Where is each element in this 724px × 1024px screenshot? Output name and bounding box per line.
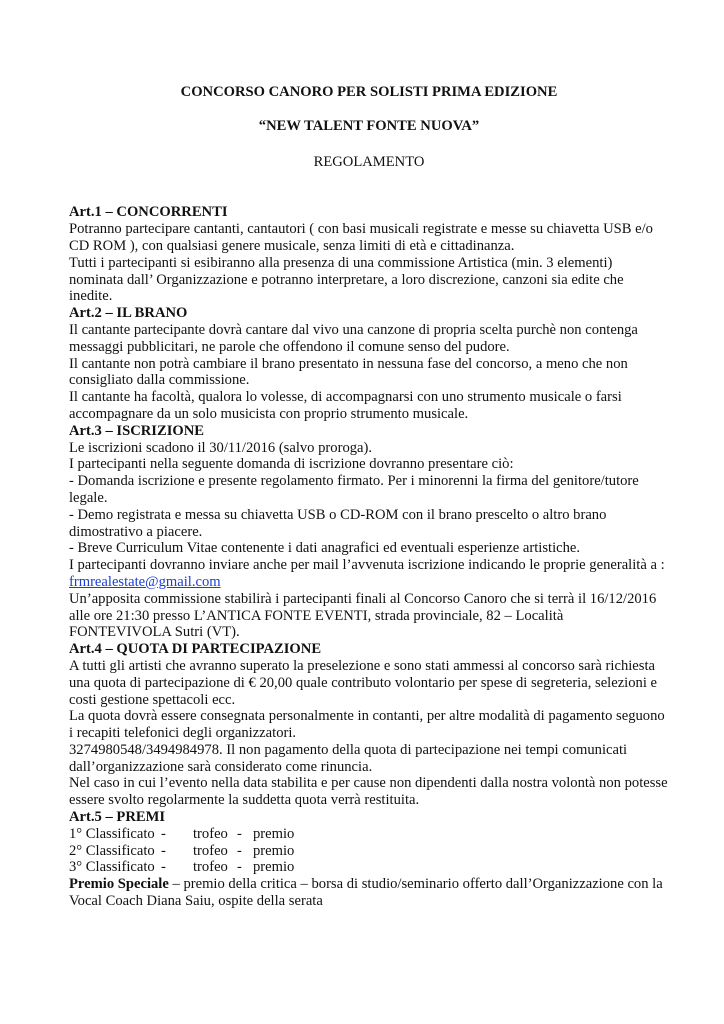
special-prize-paragraph <box>69 876 669 910</box>
article-4-paragraph: La quota dovrà essere consegnata personalmente in contanti, per altre modalità di pagamento seguono i recapiti telefonici degli organizzatori. <box>69 708 665 742</box>
prize-row <box>69 826 669 843</box>
prize-item: trofeo <box>193 825 228 842</box>
prize-separator: - <box>237 825 242 842</box>
article-2 <box>69 305 669 423</box>
prize-separator: - <box>161 825 166 842</box>
article-3-list-item: - Domanda iscrizione e presente regolamento firmato. Per i minorenni la firma del genitore/tutore legale. <box>69 473 639 506</box>
prize-item: trofeo <box>193 859 228 876</box>
prize-item: trofeo <box>193 842 228 859</box>
prize-row <box>69 843 669 860</box>
document-subtitle: REGOLAMENTO <box>313 153 425 170</box>
article-2-paragraph: Il cantante ha facoltà, qualora lo volesse, di accompagnarsi con uno strumento musicale o farsi accompagnare da un solo musicista con proprio strumento musicale. <box>69 389 622 422</box>
prize-reward: premio <box>253 842 295 859</box>
article-2-paragraph: Il cantante partecipante dovrà cantare dal vivo una canzone di propria scelta purchè non contenga messaggi pubblicitari, ne parole che offendono il comune senso del pudore. <box>69 321 638 355</box>
article-1 <box>69 204 669 305</box>
email-intro-text: I partecipanti dovranno inviare anche per mail l’avvenuta iscrizione indicando le proprie generalità a : <box>69 557 665 574</box>
prize-separator: - <box>161 859 166 876</box>
prize-reward: premio <box>253 859 295 876</box>
article-2-paragraph: Il cantante non potrà cambiare il brano presentato in nessuna fase del concorso, a meno che non consigliato dalla commissione. <box>69 355 628 389</box>
special-prize-text: – premio della critica – borsa di studio/seminario offerto dall’Organizzazione con la Vocal Coach Diana Saiu, ospite della serata <box>69 876 663 910</box>
article-3-heading: Art.3 – ISCRIZIONE <box>69 422 205 439</box>
document-title: CONCORSO CANORO PER SOLISTI PRIMA EDIZIONE <box>180 84 558 100</box>
article-3-list-item: - Demo registrata e messa su chiavetta USB o CD-ROM con il brano prescelto o altro brano dimostrativo a piacere. <box>69 506 607 540</box>
article-3-paragraph: Un’apposita commissione stabilirà i partecipanti finali al Concorso Canoro che si terrà il 16/12/2016 alle ore 21:30 presso L’ANTICA FONTE EVENTI, strada provinciale, 82 – Località FONTEVIVOLA Sutri (VT). <box>69 590 657 641</box>
article-4-paragraph: 3274980548/3494984978. Il non pagamento della quota di partecipazione nei tempi comunicati dall’organizzazione sarà considerato come rinuncia. <box>69 741 628 775</box>
article-4-heading: Art.4 – QUOTA DI PARTECIPAZIONE <box>69 641 322 658</box>
prize-separator: - <box>161 842 166 859</box>
special-prize-label: Premio Speciale <box>69 876 169 893</box>
article-1-paragraph: Potranno partecipare cantanti, cantautori ( con basi musicali registrate e messe su chiavetta USB e/o CD ROM ), con qualsiasi genere musicale, senza limiti di età e cittadinanza. <box>69 221 653 254</box>
article-5-heading: Art.5 – PREMI <box>69 809 166 826</box>
article-3-list-item: - Breve Curriculum Vitae contenente i dati anagrafici ed eventuali esperienze artistiche. <box>69 540 581 557</box>
prize-separator: - <box>237 842 242 859</box>
prize-reward: premio <box>253 825 295 842</box>
article-3-paragraph: Le iscrizioni scadono il 30/11/2016 (salvo proroga). <box>69 439 373 456</box>
regulation-document <box>69 84 669 910</box>
prize-place: 2° Classificato <box>69 842 155 859</box>
article-3-email-paragraph <box>69 557 669 591</box>
email-link[interactable]: frmrealestate@gmail.com <box>69 573 221 590</box>
prize-row <box>69 859 669 876</box>
article-4-paragraph: Nel caso in cui l’evento nella data stabilita e per cause non dipendenti dalla nostra volontà non potesse essere svolto regolarmente la suddetta quota verrà restituita. <box>69 775 668 809</box>
article-3-paragraph: I partecipanti nella seguente domanda di iscrizione dovranno presentare ciò: <box>69 456 514 473</box>
article-1-heading: Art.1 – CONCORRENTI <box>69 204 228 221</box>
article-4-paragraph: A tutti gli artisti che avranno superato la preselezione e sono stati ammessi al concorso sarà richiesta una quota di partecipazione di € 20,00 quale contributo volontario per spese di segreteria, selezioni e costi gestione spettacoli ecc. <box>69 657 658 708</box>
prize-place: 3° Classificato <box>69 859 155 876</box>
article-5 <box>69 809 669 910</box>
article-3 <box>69 423 669 641</box>
article-2-heading: Art.2 – IL BRANO <box>69 305 188 322</box>
prize-separator: - <box>237 859 242 876</box>
event-name: “NEW TALENT FONTE NUOVA” <box>258 117 480 134</box>
article-4 <box>69 641 669 809</box>
prize-place: 1° Classificato <box>69 825 155 842</box>
article-1-paragraph: Tutti i partecipanti si esibiranno alla presenza di una commissione Artistica (min. 3 elementi) nominata dall’ Organizzazione e potranno interpretare, a loro discrezione, canzoni sia edite che inedite. <box>69 254 624 305</box>
